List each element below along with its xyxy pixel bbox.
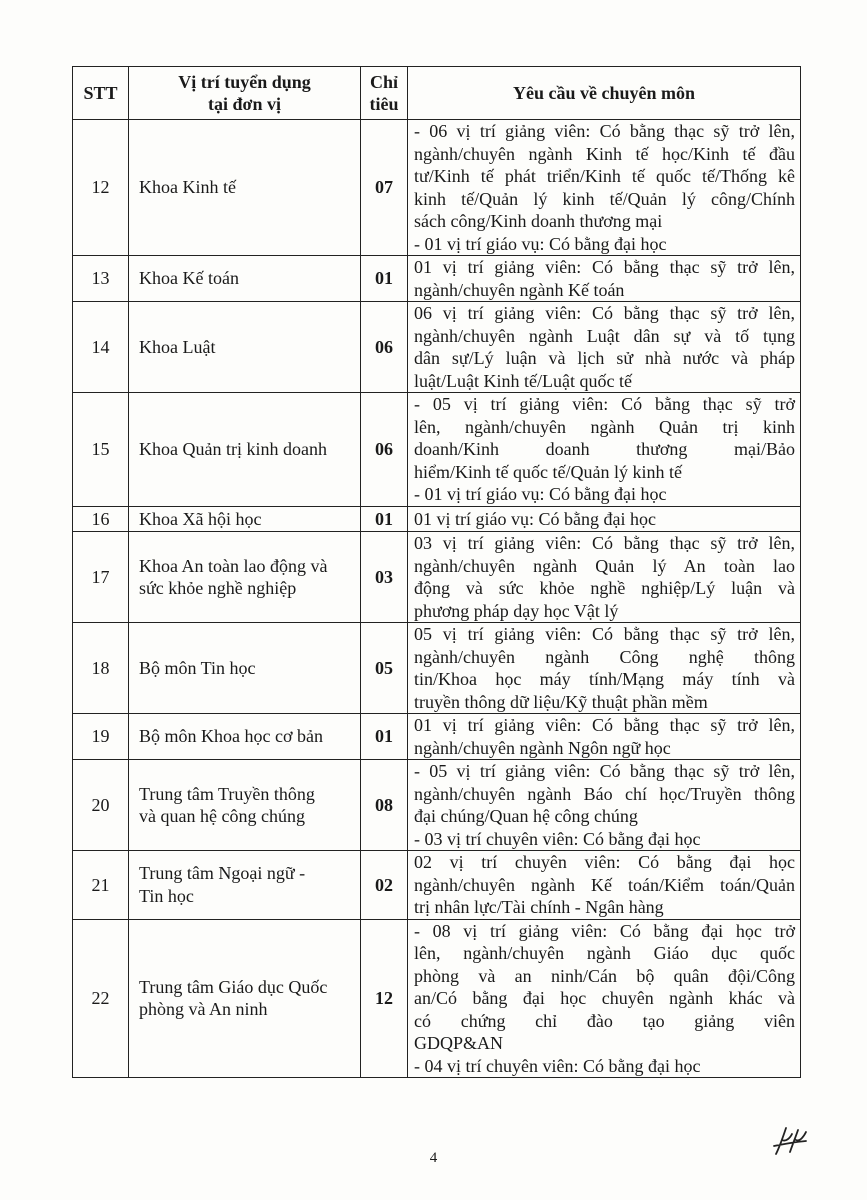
row-requirements	[408, 919, 801, 1078]
unit-line: Trung tâm Ngoại ngữ -	[139, 863, 306, 884]
page-number: 4	[429, 1150, 438, 1166]
row-stt: 13	[73, 256, 129, 302]
requirement-line: kinh tế/Quản lý kinh tế/Quản lý công/Chính	[414, 188, 795, 209]
table-row	[73, 120, 801, 256]
requirement-line: ngành/chuyên ngành Ngôn ngữ học	[414, 737, 671, 758]
requirement-line: 02 vị trí chuyên viên: Có bằng đại học	[414, 852, 795, 872]
unit-line: Khoa Kế toán	[139, 268, 239, 289]
header-stt: STT	[73, 67, 129, 120]
requirement-line: dân sự/Lý luận và lịch sử nhà nước và pháp	[414, 348, 795, 368]
unit-line: Khoa An toàn lao động và	[139, 555, 328, 576]
row-quota: 01	[361, 506, 408, 532]
requirement-line: phòng và an ninh/Cán bộ quân đội/Công	[414, 965, 795, 986]
header-quota-line1: Chỉ	[369, 71, 398, 92]
requirement-line: trị nhân lực/Tài chính - Ngân hàng	[414, 897, 664, 917]
row-quota: 06	[361, 393, 408, 507]
requirement-line: ngành/chuyên ngành Kinh tế học/Kinh tế đầu	[414, 143, 795, 164]
requirement-line: phương pháp dạy học Vật lý	[414, 600, 619, 621]
row-requirements	[408, 623, 801, 714]
unit-line: Khoa Luật	[139, 336, 216, 357]
row-stt: 15	[73, 393, 129, 507]
requirement-line: - 05 vị trí giảng viên: Có bằng thạc sỹ trở lên,	[414, 761, 795, 781]
requirement-line: - 05 vị trí giảng viên: Có bằng thạc sỹ trở	[414, 394, 795, 414]
requirement-line: - 01 vị trí giáo vụ: Có bằng đại học	[414, 233, 667, 254]
requirement-line: - 08 vị trí giảng viên: Có bằng đại học trở	[414, 920, 795, 941]
requirement-line: an/Có bằng đại học chuyên ngành khác và	[414, 988, 795, 1008]
requirement-line: - 04 vị trí chuyên viên: Có bằng đại học	[414, 1055, 701, 1076]
row-quota: 05	[361, 623, 408, 714]
requirement-line: - 01 vị trí giáo vụ: Có bằng đại học	[414, 484, 667, 504]
row-stt: 17	[73, 532, 129, 623]
header-quota	[361, 67, 408, 120]
requirement-line: đại chúng/Quan hệ công chúng	[414, 806, 638, 826]
row-quota: 01	[361, 256, 408, 302]
row-requirements	[408, 851, 801, 920]
header-position-line2: tại đơn vị	[208, 94, 281, 114]
row-unit	[129, 256, 361, 302]
unit-line: Bộ môn Khoa học cơ bản	[139, 726, 323, 747]
requirement-line: 05 vị trí giảng viên: Có bằng thạc sỹ trở lên,	[414, 624, 795, 644]
row-requirements	[408, 393, 801, 507]
row-quota: 01	[361, 714, 408, 760]
requirement-line: tin/Khoa học máy tính/Mạng máy tính và	[414, 669, 795, 689]
requirement-line: ngành/chuyên ngành Công nghệ thông	[414, 646, 795, 667]
header-position-line1: Vị trí tuyển dụng	[178, 71, 311, 92]
requirement-line: - 06 vị trí giảng viên: Có bằng thạc sỹ trở lên,	[414, 121, 795, 141]
requirement-line: 03 vị trí giảng viên: Có bằng thạc sỹ trở lên,	[414, 533, 795, 553]
row-quota: 12	[361, 919, 408, 1078]
table-row	[73, 506, 801, 532]
row-requirements	[408, 256, 801, 302]
row-quota: 07	[361, 120, 408, 256]
row-requirements	[408, 506, 801, 532]
row-quota: 08	[361, 760, 408, 851]
requirement-line: ngành/chuyên ngành Quản lý An toàn lao	[414, 555, 795, 576]
initials-signature	[770, 1124, 810, 1160]
requirement-line: lên, ngành/chuyên ngành Giáo dục quốc	[414, 943, 795, 963]
requirement-line: có chứng chỉ đào tạo giảng viên	[414, 1010, 795, 1031]
recruitment-table	[72, 66, 801, 1078]
requirement-line: hiểm/Kinh tế quốc tế/Quản lý kinh tế	[414, 461, 682, 482]
row-requirements	[408, 714, 801, 760]
row-requirements	[408, 302, 801, 393]
table-row	[73, 256, 801, 302]
requirement-line: 01 vị trí giảng viên: Có bằng thạc sỹ trở lên,	[414, 257, 795, 277]
unit-line: Trung tâm Truyền thông	[139, 783, 315, 804]
unit-line: sức khỏe nghề nghiệp	[139, 578, 297, 598]
requirement-line: ngành/chuyên ngành Kế toán/Kiểm toán/Quản	[414, 874, 795, 895]
requirement-line: động và sức khỏe nghề nghiệp/Lý luận và	[414, 578, 795, 598]
row-quota: 02	[361, 851, 408, 920]
unit-line: Trung tâm Giáo dục Quốc	[139, 976, 328, 997]
row-quota: 06	[361, 302, 408, 393]
table-row	[73, 760, 801, 851]
header-requirements: Yêu cầu về chuyên môn	[408, 67, 801, 120]
row-unit	[129, 760, 361, 851]
unit-line: và quan hệ công chúng	[139, 806, 305, 826]
unit-line: Khoa Quản trị kinh doanh	[139, 439, 327, 459]
unit-line: Khoa Kinh tế	[139, 177, 236, 198]
row-stt: 18	[73, 623, 129, 714]
requirement-line: ngành/chuyên ngành Báo chí học/Truyền thông	[414, 783, 795, 804]
row-quota: 03	[361, 532, 408, 623]
requirement-line: ngành/chuyên ngành Kế toán	[414, 279, 625, 300]
requirement-line: lên, ngành/chuyên ngành Quản trị kinh	[414, 416, 795, 437]
row-stt: 12	[73, 120, 129, 256]
table-row	[73, 623, 801, 714]
row-unit	[129, 506, 361, 532]
table-row	[73, 302, 801, 393]
row-unit	[129, 851, 361, 920]
row-stt: 14	[73, 302, 129, 393]
table-row	[73, 851, 801, 920]
row-requirements	[408, 120, 801, 256]
table-body	[73, 120, 801, 1078]
row-unit	[129, 714, 361, 760]
row-stt: 19	[73, 714, 129, 760]
row-unit	[129, 120, 361, 256]
table-row	[73, 714, 801, 760]
requirement-line: - 03 vị trí chuyên viên: Có bằng đại học	[414, 828, 701, 849]
row-stt: 16	[73, 506, 129, 532]
row-requirements	[408, 532, 801, 623]
row-requirements	[408, 760, 801, 851]
requirement-line: sách công/Kinh doanh thương mại	[414, 211, 663, 231]
unit-line: phòng và An ninh	[139, 999, 268, 1020]
requirement-line: 06 vị trí giảng viên: Có bằng thạc sỹ trở lên,	[414, 303, 795, 323]
requirement-line: truyền thông dữ liệu/Kỹ thuật phần mềm	[414, 691, 708, 712]
row-stt: 20	[73, 760, 129, 851]
unit-line: Bộ môn Tin học	[139, 657, 256, 678]
row-stt: 22	[73, 919, 129, 1078]
header-position	[129, 67, 361, 120]
header-quota-line2: tiêu	[369, 94, 399, 114]
requirement-line: GDQP&AN	[414, 1033, 504, 1053]
row-unit	[129, 919, 361, 1078]
unit-line: Khoa Xã hội học	[139, 508, 262, 529]
requirement-line: doanh/Kinh doanh thương mại/Bảo	[414, 439, 795, 459]
requirement-line: ngành/chuyên ngành Luật dân sự và tố tụng	[414, 325, 795, 346]
row-stt: 21	[73, 851, 129, 920]
row-unit	[129, 393, 361, 507]
requirement-line: 01 vị trí giảng viên: Có bằng thạc sỹ trở lên,	[414, 715, 795, 735]
table-row	[73, 393, 801, 507]
unit-line: Tin học	[139, 885, 194, 906]
requirement-line: 01 vị trí giáo vụ: Có bằng đại học	[414, 508, 656, 529]
row-unit	[129, 532, 361, 623]
row-unit	[129, 623, 361, 714]
requirement-line: tư/Kinh tế phát triển/Kinh tế quốc tế/Thống kê	[414, 166, 795, 186]
requirement-line: luật/Luật Kinh tế/Luật quốc tế	[414, 370, 632, 391]
table-header-row	[73, 67, 801, 120]
table-row	[73, 919, 801, 1078]
table-row	[73, 532, 801, 623]
row-unit	[129, 302, 361, 393]
